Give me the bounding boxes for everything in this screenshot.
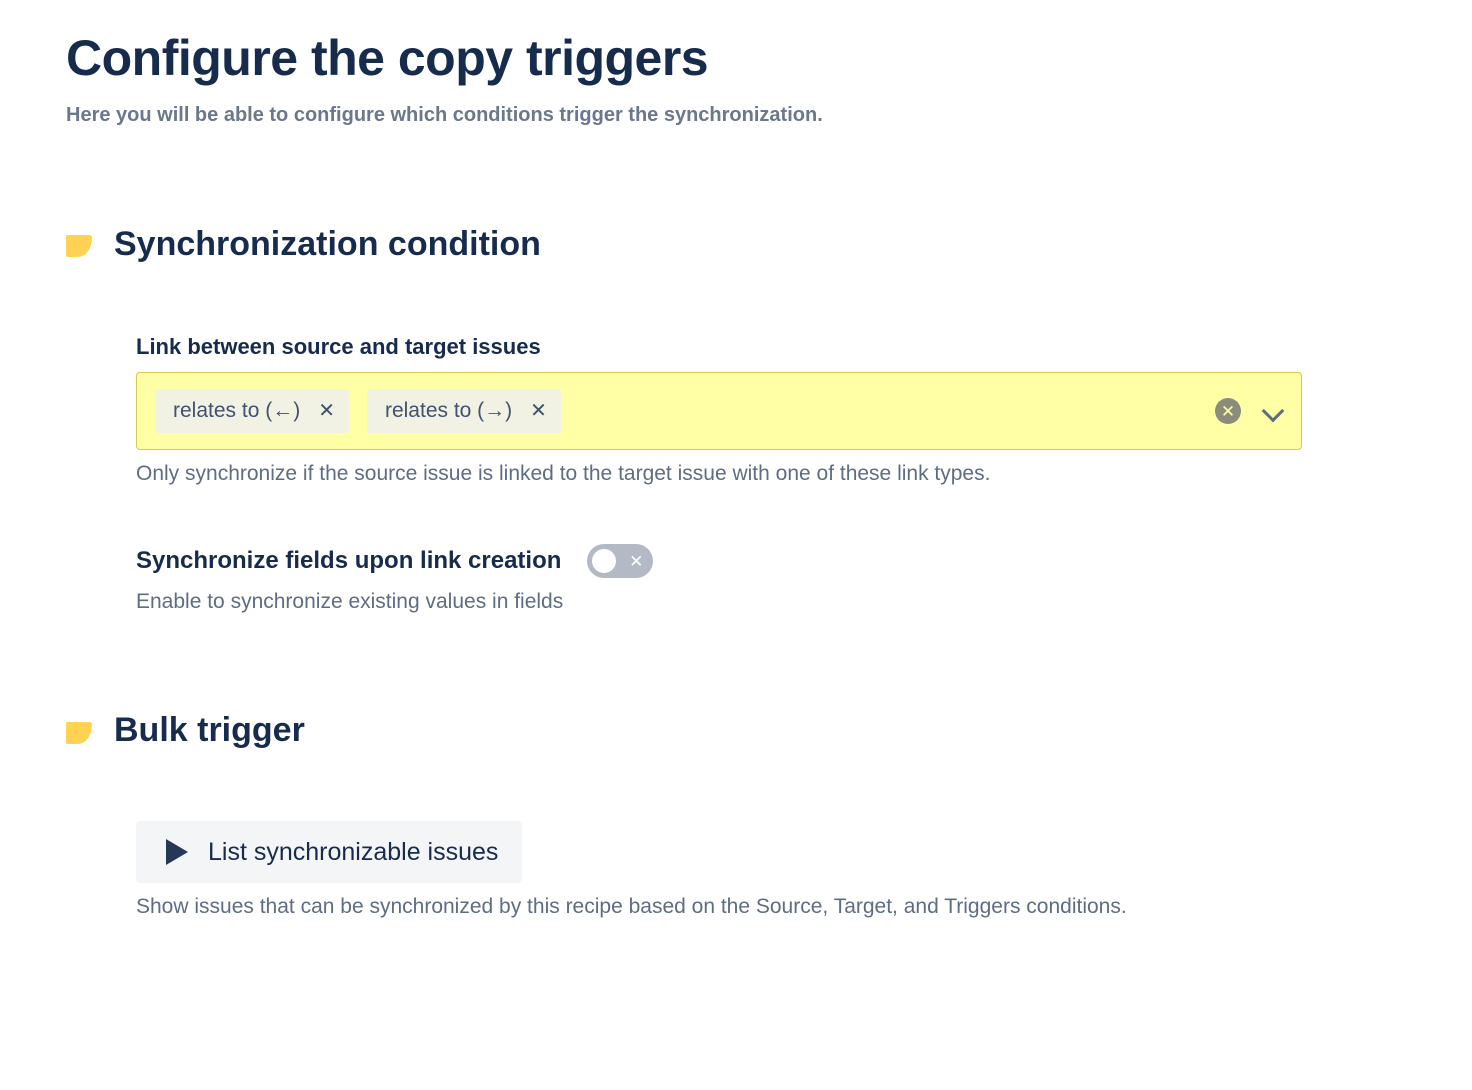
- section-bulk-trigger: [66, 710, 1412, 919]
- chip-remove-icon[interactable]: ✕: [530, 400, 547, 423]
- toggle-off-icon: ✕: [629, 551, 644, 571]
- section-header-synchronization: [66, 224, 1412, 265]
- chip-remove-icon[interactable]: ✕: [318, 400, 335, 423]
- section-body-bulk-trigger: [66, 751, 1412, 919]
- page-title: Configure the copy triggers: [66, 30, 709, 86]
- list-synchronizable-issues-button[interactable]: [136, 821, 522, 883]
- chip-label: relates to (→): [384, 399, 513, 423]
- play-icon: [166, 839, 188, 865]
- section-title-bulk-trigger: Bulk trigger: [114, 711, 305, 750]
- page-subtitle: Here you will be able to configure which conditions trigger the synchronization.: [66, 103, 823, 126]
- chip-link-type[interactable]: [155, 389, 349, 433]
- sync-on-link-creation-help-text: Enable to synchronize existing values in fields: [136, 590, 564, 614]
- chip-link-type[interactable]: [367, 389, 561, 433]
- sync-on-link-creation-toggle[interactable]: [587, 544, 653, 578]
- link-field-label: Link between source and target issues: [136, 334, 541, 360]
- selected-link-types: [155, 389, 1215, 433]
- sync-on-link-creation-row: [136, 544, 1412, 578]
- section-header-bulk-trigger: [66, 710, 1412, 751]
- chevron-down-icon[interactable]: [1263, 400, 1285, 422]
- section-body-synchronization: [66, 264, 1412, 614]
- bookmark-icon: [66, 230, 94, 258]
- toggle-knob: [592, 549, 616, 573]
- chip-label: relates to (←): [173, 399, 301, 423]
- section-synchronization-condition: [66, 224, 1412, 615]
- bookmark-icon: [66, 717, 94, 745]
- multiselect-actions: [1215, 398, 1285, 424]
- clear-all-icon[interactable]: ✕: [1215, 398, 1241, 424]
- sync-on-link-creation-label: Synchronize fields upon link creation: [136, 547, 562, 575]
- bulk-trigger-help-text: Show issues that can be synchronized by this recipe based on the Source, Target, and Triggers conditions.: [136, 895, 1127, 919]
- link-field-help-text: Only synchronize if the source issue is linked to the target issue with one of these link types.: [136, 462, 991, 486]
- section-title-synchronization: Synchronization condition: [114, 224, 541, 263]
- link-types-multiselect[interactable]: [136, 372, 1302, 450]
- list-synchronizable-issues-label: List synchronizable issues: [208, 837, 499, 866]
